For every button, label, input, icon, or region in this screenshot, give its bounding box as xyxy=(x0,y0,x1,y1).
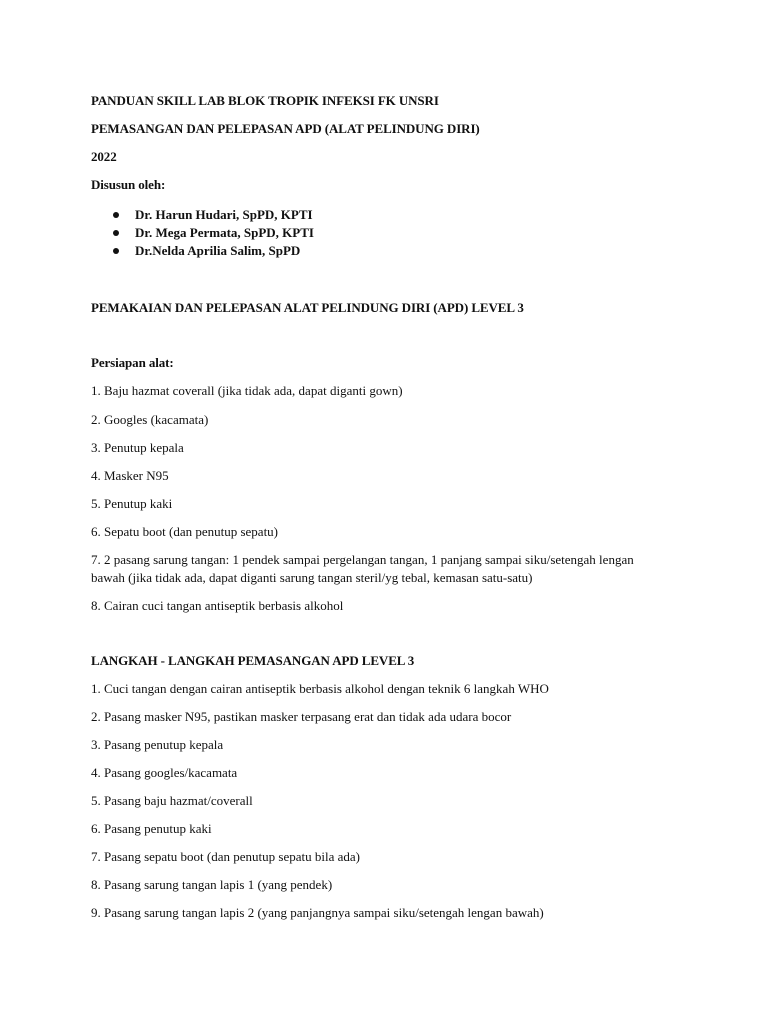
author-name: Dr.Nelda Aprilia Salim, SpPD xyxy=(135,243,301,258)
tools-heading: Persiapan alat: xyxy=(91,355,174,370)
tools-list-item: 7. 2 pasang sarung tangan: 1 pendek sampai pergelangan tangan, 1 panjang sampai siku/setengah lengan xyxy=(91,552,634,567)
steps-heading: LANGKAH - LANGKAH PEMASANGAN APD LEVEL 3 xyxy=(91,653,415,668)
tools-list-item: 4. Masker N95 xyxy=(91,468,169,483)
tools-list-item: 5. Penutup kaki xyxy=(91,496,173,511)
tools-list-item: 2. Googles (kacamata) xyxy=(91,412,209,427)
steps-list-item: 5. Pasang baju hazmat/coverall xyxy=(91,793,253,808)
bullet-icon xyxy=(113,212,119,218)
document-subtitle: PEMASANGAN DAN PELEPASAN APD (ALAT PELINDUNG DIRI) xyxy=(91,121,480,136)
tools-list-item-continuation: bawah (jika tidak ada, dapat diganti sarung tangan steril/yg tebal, kemasan satu-satu) xyxy=(91,570,533,585)
prepared-by-label: Disusun oleh: xyxy=(91,177,166,192)
steps-list-item: 4. Pasang googles/kacamata xyxy=(91,765,238,780)
tools-list-item: 3. Penutup kepala xyxy=(91,440,184,455)
bullet-icon xyxy=(113,248,119,254)
author-name: Dr. Mega Permata, SpPD, KPTI xyxy=(135,225,314,240)
section-title: PEMAKAIAN DAN PELEPASAN ALAT PELINDUNG DIRI (APD) LEVEL 3 xyxy=(91,300,524,315)
document-title: PANDUAN SKILL LAB BLOK TROPIK INFEKSI FK UNSRI xyxy=(91,93,439,108)
steps-list-item: 8. Pasang sarung tangan lapis 1 (yang pendek) xyxy=(91,877,333,892)
author-name: Dr. Harun Hudari, SpPD, KPTI xyxy=(135,207,313,222)
bullet-icon xyxy=(113,230,119,236)
tools-list-item: 6. Sepatu boot (dan penutup sepatu) xyxy=(91,524,279,539)
tools-list-item: 8. Cairan cuci tangan antiseptik berbasis alkohol xyxy=(91,598,344,613)
steps-list-item: 2. Pasang masker N95, pastikan masker terpasang erat dan tidak ada udara bocor xyxy=(91,709,512,724)
steps-list-item: 9. Pasang sarung tangan lapis 2 (yang panjangnya sampai siku/setengah lengan bawah) xyxy=(91,905,544,920)
tools-list-item: 1. Baju hazmat coverall (jika tidak ada, dapat diganti gown) xyxy=(91,383,403,398)
steps-list-item: 3. Pasang penutup kepala xyxy=(91,737,224,752)
steps-list-item: 1. Cuci tangan dengan cairan antiseptik berbasis alkohol dengan teknik 6 langkah WHO xyxy=(91,681,549,696)
steps-list-item: 7. Pasang sepatu boot (dan penutup sepatu bila ada) xyxy=(91,849,360,864)
document-year: 2022 xyxy=(91,149,117,164)
steps-list-item: 6. Pasang penutup kaki xyxy=(91,821,212,836)
